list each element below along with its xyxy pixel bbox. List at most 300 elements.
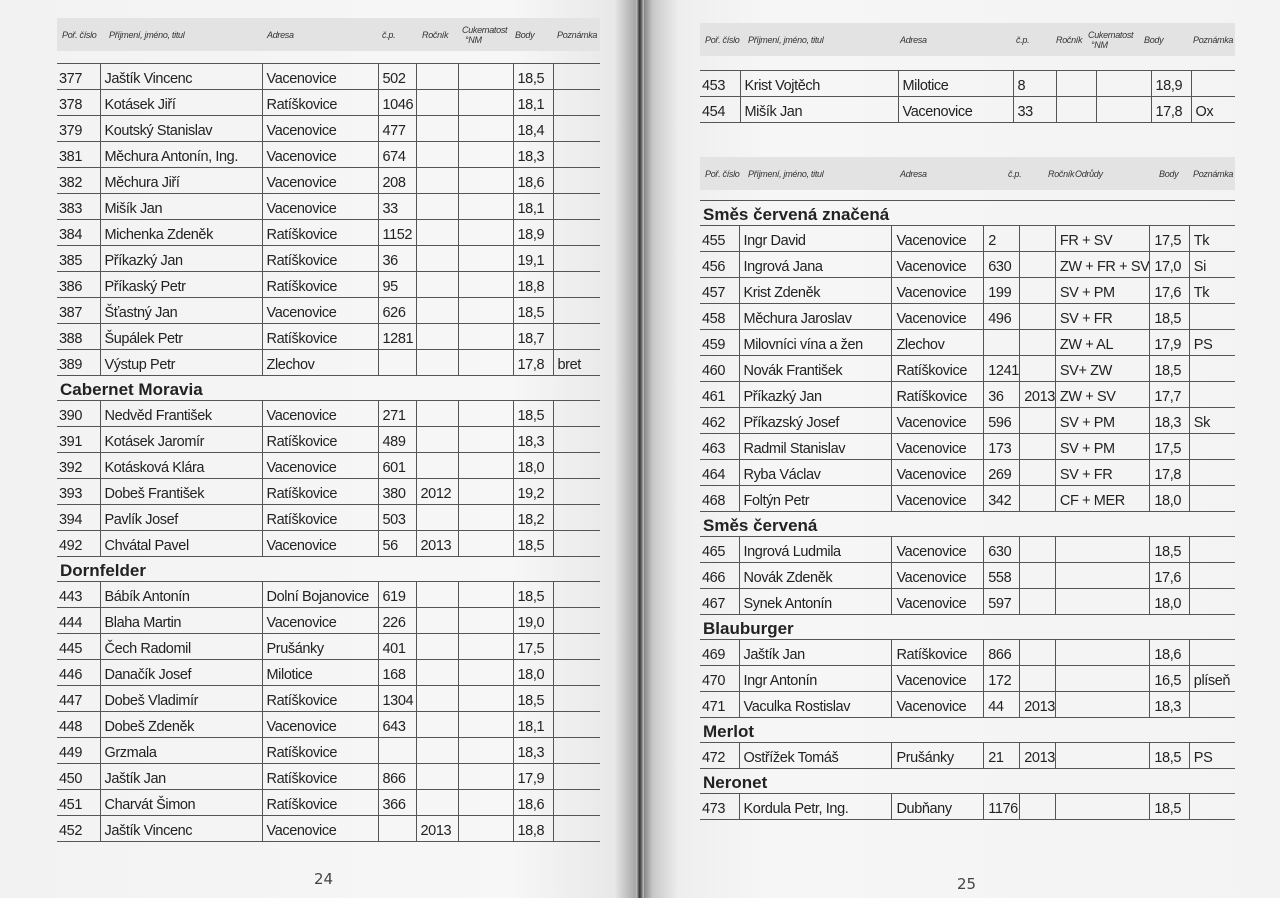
section-heading [700, 718, 1235, 743]
cell-cp: 1281 [378, 324, 416, 350]
cell-cuk [458, 168, 513, 194]
cell-name: Jaštík Vincenc [100, 64, 262, 90]
cell-cp: 496 [984, 304, 1020, 330]
cell-rocnik [1020, 486, 1056, 512]
table-row [57, 427, 600, 453]
table-row [700, 278, 1235, 304]
cell-pozn: PS [1189, 743, 1235, 769]
cell-num: 492 [57, 531, 100, 557]
cell-body: 18,2 [513, 505, 553, 531]
cell-addr: Vacenovice [892, 226, 984, 252]
cell-cp: 95 [378, 272, 416, 298]
cell-rocnik [1020, 356, 1056, 382]
header-cuk [462, 25, 507, 45]
cell-num: 469 [700, 640, 739, 666]
cell-pozn [553, 272, 600, 298]
cell-cp: 33 [1013, 97, 1056, 123]
cell-rocnik [1020, 666, 1056, 692]
cell-addr: Ratíškovice [262, 427, 378, 453]
table-row [57, 453, 600, 479]
cell-rocnik [416, 712, 458, 738]
cell-odrudy: CF + MER [1055, 486, 1149, 512]
cell-addr: Vacenovice [892, 563, 984, 589]
cell-name: Krist Zdeněk [739, 278, 892, 304]
cell-num: 393 [57, 479, 100, 505]
cell-cp: 866 [378, 764, 416, 790]
cell-addr: Ratíškovice [262, 479, 378, 505]
table-row [57, 582, 600, 608]
cell-cp [378, 738, 416, 764]
cell-num: 472 [700, 743, 739, 769]
cell-addr: Ratíškovice [262, 686, 378, 712]
cell-cp: 208 [378, 168, 416, 194]
cell-odrudy [1055, 794, 1149, 820]
cell-cp: 44 [984, 692, 1020, 718]
cell-addr: Vacenovice [262, 453, 378, 479]
cell-pozn [553, 298, 600, 324]
table-row [57, 298, 600, 324]
cell-cp: 401 [378, 634, 416, 660]
table-row [700, 537, 1235, 563]
cell-num: 449 [57, 738, 100, 764]
cell-name: Kotásek Jiří [100, 90, 262, 116]
cell-pozn [553, 142, 600, 168]
cell-odrudy [1055, 640, 1149, 666]
cell-name: Ingrová Jana [739, 252, 892, 278]
cell-rocnik [416, 427, 458, 453]
cell-num: 458 [700, 304, 739, 330]
cell-name: Krist Vojtěch [740, 71, 898, 97]
cell-name: Šťastný Jan [100, 298, 262, 324]
cell-body: 17,8 [1151, 97, 1191, 123]
cell-name: Čech Radomil [100, 634, 262, 660]
cell-name: Blaha Martin [100, 608, 262, 634]
header-cp: č.p. [1008, 168, 1022, 179]
table-row [57, 816, 600, 842]
table-row [700, 252, 1235, 278]
cell-body: 18,3 [1150, 408, 1189, 434]
cell-addr: Ratíškovice [262, 764, 378, 790]
cell-num: 390 [57, 401, 100, 427]
table-row [700, 589, 1235, 615]
table-row [700, 486, 1235, 512]
cell-cp: 626 [378, 298, 416, 324]
cell-pozn [553, 64, 600, 90]
cell-name: Jaštík Vincenc [100, 816, 262, 842]
cell-rocnik [416, 220, 458, 246]
cell-addr: Vacenovice [262, 531, 378, 557]
cell-addr: Ratíškovice [262, 738, 378, 764]
cell-body: 18,1 [513, 712, 553, 738]
cell-cuk [1096, 97, 1151, 123]
cell-pozn [553, 816, 600, 842]
cell-rocnik: 2013 [1020, 692, 1056, 718]
cell-odrudy: SV + PM [1055, 408, 1149, 434]
header-body: Body [515, 29, 535, 40]
cell-odrudy [1055, 563, 1149, 589]
cell-cuk [458, 531, 513, 557]
cell-body: 18,6 [513, 790, 553, 816]
header-rocnik: Ročník [1048, 168, 1075, 179]
cell-cp: 558 [984, 563, 1020, 589]
table-row [57, 686, 600, 712]
cell-num: 467 [700, 589, 739, 615]
cell-body: 17,0 [1150, 252, 1189, 278]
table-row [700, 356, 1235, 382]
cell-name: Radmil Stanislav [739, 434, 892, 460]
cell-body: 18,0 [513, 453, 553, 479]
cell-cuk [458, 324, 513, 350]
cell-cuk [458, 505, 513, 531]
header-pozn: Poznámka [557, 29, 598, 40]
cell-rocnik [1020, 330, 1056, 356]
cell-body: 18,5 [1150, 794, 1189, 820]
cell-cp: 477 [378, 116, 416, 142]
cell-num: 447 [57, 686, 100, 712]
section-title: Směs červená značená [700, 201, 1235, 226]
cell-num: 465 [700, 537, 739, 563]
cell-cuk [458, 582, 513, 608]
cell-body: 17,9 [1150, 330, 1189, 356]
cell-num: 382 [57, 168, 100, 194]
cell-addr: Milotice [262, 660, 378, 686]
cell-cp: 596 [984, 408, 1020, 434]
cell-cuk [458, 816, 513, 842]
cell-pozn: plíseň [1189, 666, 1235, 692]
cell-rocnik [416, 246, 458, 272]
right-page [640, 0, 1280, 898]
cell-cp: 271 [378, 401, 416, 427]
cell-name: Dobeš František [100, 479, 262, 505]
table-row [57, 660, 600, 686]
section-heading [57, 557, 600, 582]
header-cp: č.p. [382, 29, 396, 40]
cell-num: 455 [700, 226, 739, 252]
cell-name: Výstup Petr [100, 350, 262, 376]
table-row [700, 794, 1235, 820]
cell-name: Vaculka Rostislav [739, 692, 892, 718]
page-number: 25 [957, 875, 977, 893]
cell-body: 19,1 [513, 246, 553, 272]
header-cp: č.p. [1016, 34, 1030, 45]
cell-num: 394 [57, 505, 100, 531]
cell-addr: Ratíškovice [262, 272, 378, 298]
cell-num: 473 [700, 794, 739, 820]
cell-odrudy: SV + FR [1055, 304, 1149, 330]
cell-cp: 366 [378, 790, 416, 816]
section-heading [57, 376, 600, 401]
table-row [700, 460, 1235, 486]
cell-body: 18,0 [1150, 589, 1189, 615]
cell-cp: 601 [378, 453, 416, 479]
cell-pozn [1189, 382, 1235, 408]
cell-addr: Vacenovice [892, 434, 984, 460]
cell-rocnik [416, 168, 458, 194]
cell-name: Mišík Jan [100, 194, 262, 220]
cell-rocnik [1056, 97, 1096, 123]
cell-body: 17,6 [1150, 563, 1189, 589]
cell-rocnik [1020, 434, 1056, 460]
cell-pozn [553, 427, 600, 453]
cell-num: 444 [57, 608, 100, 634]
cell-odrudy: ZW + AL [1055, 330, 1149, 356]
cell-cp: 489 [378, 427, 416, 453]
cell-rocnik [1020, 304, 1056, 330]
cell-cp: 1152 [378, 220, 416, 246]
table-row [57, 272, 600, 298]
section-heading [700, 615, 1235, 640]
cell-pozn [1189, 486, 1235, 512]
cell-pozn [1189, 356, 1235, 382]
cell-cuk [458, 401, 513, 427]
cell-cuk [1096, 71, 1151, 97]
cell-cp: 342 [984, 486, 1020, 512]
cell-name: Kordula Petr, Ing. [739, 794, 892, 820]
cell-addr: Dubňany [892, 794, 984, 820]
cell-body: 18,3 [513, 142, 553, 168]
table-row [57, 401, 600, 427]
cell-cp: 269 [984, 460, 1020, 486]
cell-rocnik [1020, 278, 1056, 304]
cell-cuk [458, 634, 513, 660]
cell-body: 18,1 [513, 90, 553, 116]
cell-name: Koutský Stanislav [100, 116, 262, 142]
cell-body: 19,0 [513, 608, 553, 634]
table-row [57, 324, 600, 350]
cell-addr: Prušánky [262, 634, 378, 660]
table-row [57, 64, 600, 90]
cell-cuk [458, 712, 513, 738]
cell-cuk [458, 479, 513, 505]
section-title: Směs červená [700, 512, 1235, 537]
cell-pozn [1189, 563, 1235, 589]
cell-cp: 1046 [378, 90, 416, 116]
table-row [57, 350, 600, 376]
cell-addr: Ratíškovice [262, 505, 378, 531]
cell-num: 446 [57, 660, 100, 686]
cell-body: 18,5 [513, 582, 553, 608]
entries-table [57, 63, 600, 842]
cell-cuk [458, 608, 513, 634]
table-row [700, 304, 1235, 330]
cell-cp: 2 [984, 226, 1020, 252]
cell-cuk [458, 220, 513, 246]
cell-body: 17,5 [1150, 226, 1189, 252]
table-row [57, 220, 600, 246]
cell-body: 17,5 [1150, 434, 1189, 460]
cell-rocnik [1020, 460, 1056, 486]
cell-addr: Vacenovice [898, 97, 1013, 123]
cell-rocnik [416, 505, 458, 531]
cell-body: 18,3 [513, 427, 553, 453]
header-body: Body [1159, 168, 1179, 179]
cell-num: 392 [57, 453, 100, 479]
cell-addr: Milotice [898, 71, 1013, 97]
cell-body: 18,5 [513, 298, 553, 324]
cell-body: 18,5 [513, 686, 553, 712]
cell-num: 388 [57, 324, 100, 350]
cell-pozn [553, 90, 600, 116]
cell-rocnik [416, 790, 458, 816]
cell-cp: 380 [378, 479, 416, 505]
cell-cp: 21 [984, 743, 1020, 769]
cell-num: 448 [57, 712, 100, 738]
cell-body: 18,5 [513, 531, 553, 557]
cell-cuk [458, 453, 513, 479]
cell-rocnik [1020, 589, 1056, 615]
cell-name: Chvátal Pavel [100, 531, 262, 557]
cell-name: Šupálek Petr [100, 324, 262, 350]
cell-odrudy: SV + PM [1055, 278, 1149, 304]
cell-rocnik [416, 194, 458, 220]
cell-body: 18,1 [513, 194, 553, 220]
cell-pozn: Tk [1189, 278, 1235, 304]
table-row [700, 692, 1235, 718]
cell-num: 453 [700, 71, 740, 97]
table-row [57, 246, 600, 272]
cell-odrudy: ZW + SV [1055, 382, 1149, 408]
section-heading [700, 201, 1235, 226]
cell-rocnik [416, 582, 458, 608]
cell-body: 18,0 [513, 660, 553, 686]
header-body: Body [1144, 34, 1164, 45]
header-num: Poř. číslo [705, 34, 740, 45]
cell-num: 460 [700, 356, 739, 382]
cell-cp: 630 [984, 537, 1020, 563]
cell-pozn [1189, 692, 1235, 718]
table-row [57, 479, 600, 505]
cell-cuk [458, 350, 513, 376]
cell-addr: Vacenovice [262, 142, 378, 168]
cell-rocnik [416, 453, 458, 479]
cell-cuk [458, 246, 513, 272]
cell-cp: 226 [378, 608, 416, 634]
cell-name: Novák František [739, 356, 892, 382]
cell-rocnik [416, 608, 458, 634]
table-row [57, 764, 600, 790]
cell-pozn [553, 634, 600, 660]
cell-addr: Vacenovice [262, 608, 378, 634]
table-row [700, 97, 1235, 123]
cell-rocnik [1056, 71, 1096, 97]
cell-odrudy [1055, 589, 1149, 615]
header-rocnik: Ročník [422, 29, 449, 40]
cell-num: 377 [57, 64, 100, 90]
table-row [57, 142, 600, 168]
cell-name: Mišík Jan [740, 97, 898, 123]
cell-rocnik [416, 738, 458, 764]
cell-cuk [458, 686, 513, 712]
cell-cuk [458, 90, 513, 116]
cell-addr: Ratíškovice [262, 790, 378, 816]
cell-addr: Vacenovice [892, 304, 984, 330]
cell-pozn [1189, 537, 1235, 563]
cell-body: 16,5 [1150, 666, 1189, 692]
header-name: Příjmení, jméno, titul [109, 29, 185, 40]
table-header [57, 18, 600, 51]
cell-name: Milovníci vína a žen [739, 330, 892, 356]
cell-cp: 168 [378, 660, 416, 686]
cell-cuk [458, 738, 513, 764]
cell-pozn [553, 764, 600, 790]
cell-name: Ingrová Ludmila [739, 537, 892, 563]
table-row [700, 434, 1235, 460]
cell-rocnik [1020, 794, 1056, 820]
cell-name: Charvát Šimon [100, 790, 262, 816]
cell-pozn [553, 479, 600, 505]
cell-cp: 36 [984, 382, 1020, 408]
cell-name: Michenka Zdeněk [100, 220, 262, 246]
cell-cuk [458, 660, 513, 686]
cell-pozn: PS [1189, 330, 1235, 356]
header-addr: Adresa [900, 34, 927, 45]
header-odrudy: Odrůdy [1075, 168, 1103, 179]
header-num: Poř. číslo [705, 168, 740, 179]
cell-pozn [1189, 794, 1235, 820]
entries-table-blends [700, 201, 1235, 820]
cell-num: 384 [57, 220, 100, 246]
cell-body: 18,5 [1150, 356, 1189, 382]
cell-cp: 1176 [984, 794, 1020, 820]
cell-body: 18,4 [513, 116, 553, 142]
cell-num: 466 [700, 563, 739, 589]
cell-cuk [458, 272, 513, 298]
cell-cuk [458, 790, 513, 816]
cell-cp [984, 330, 1020, 356]
cell-cp [378, 816, 416, 842]
cell-num: 378 [57, 90, 100, 116]
section-title: Dornfelder [57, 557, 600, 582]
table-row [700, 743, 1235, 769]
cell-pozn [1189, 589, 1235, 615]
cell-num: 464 [700, 460, 739, 486]
table-row [57, 505, 600, 531]
cell-name: Jaštík Jan [100, 764, 262, 790]
cell-cp: 1241 [984, 356, 1020, 382]
cell-name: Novák Zdeněk [739, 563, 892, 589]
book-spine [636, 0, 644, 898]
cell-name: Kotásková Klára [100, 453, 262, 479]
cell-body: 18,3 [513, 738, 553, 764]
cell-pozn [1189, 640, 1235, 666]
cell-body: 18,9 [513, 220, 553, 246]
cell-rocnik [416, 764, 458, 790]
section-heading [700, 769, 1235, 794]
cell-rocnik [416, 142, 458, 168]
cell-cp: 1304 [378, 686, 416, 712]
header-cuk [1088, 30, 1133, 50]
table-row [700, 640, 1235, 666]
cell-num: 386 [57, 272, 100, 298]
section-title: Neronet [700, 769, 1235, 794]
cell-cuk [458, 116, 513, 142]
cell-body: 18,9 [1151, 71, 1191, 97]
cell-body: 19,2 [513, 479, 553, 505]
table-row [57, 634, 600, 660]
cell-body: 18,3 [1150, 692, 1189, 718]
header-cuk-line2: °NM [465, 34, 482, 45]
cell-pozn [553, 453, 600, 479]
cell-addr: Vacenovice [892, 666, 984, 692]
cell-addr: Ratíškovice [892, 640, 984, 666]
cell-name: Pavlík Josef [100, 505, 262, 531]
cell-name: Bábík Antonín [100, 582, 262, 608]
cell-body: 18,0 [1150, 486, 1189, 512]
cell-num: 383 [57, 194, 100, 220]
cell-cp: 503 [378, 505, 416, 531]
cell-cp: 8 [1013, 71, 1056, 97]
cell-cp: 56 [378, 531, 416, 557]
